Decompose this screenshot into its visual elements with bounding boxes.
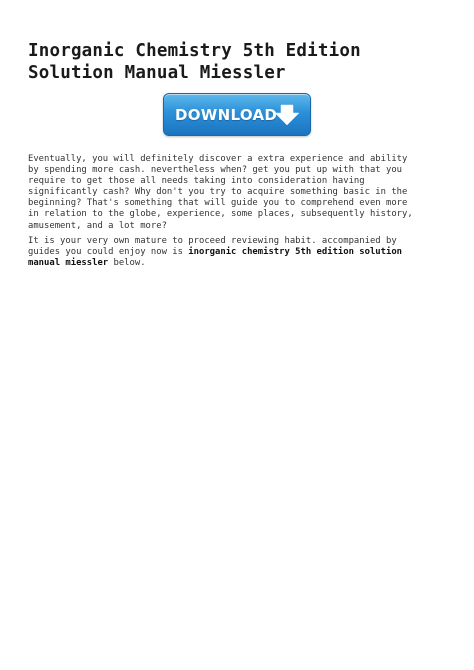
paragraph-line: Eventually, you will definitely discover a extra experience and ability (28, 154, 408, 164)
paragraph-text: below. (108, 258, 146, 269)
habit-paragraph (28, 236, 448, 269)
title-line-1: Inorganic Chemistry 5th Edition (28, 41, 361, 61)
paragraph-line: by spending more cash. nevertheless when? get you put up with that you (28, 165, 403, 176)
intro-paragraph (28, 154, 448, 232)
download-button-label: DOWNLOAD (175, 106, 278, 124)
paragraph-line: significantly cash? Why don't you try to acquire something basic in the (28, 187, 408, 198)
title-line-2: Solution Manual Miessler (28, 63, 286, 83)
paragraph-line (28, 247, 448, 258)
paragraph-line: It is your very own mature to proceed reviewing habit. accompanied by (28, 236, 397, 246)
download-button[interactable] (163, 93, 311, 136)
book-title-bold: inorganic chemistry 5th edition solution (188, 247, 403, 258)
paragraph-line (28, 258, 448, 269)
document-title (28, 40, 448, 84)
paragraph-line: require to get those all needs taking into consideration having (28, 176, 365, 187)
paragraph-line: beginning? That's something that will guide you to comprehend even more (28, 198, 408, 209)
paragraph-line: amusement, and a lot more? (28, 220, 167, 231)
down-arrow-icon (274, 104, 300, 126)
book-title-bold: manual miessler (28, 258, 109, 269)
paragraph-text: guides you could enjoy now is (28, 247, 189, 258)
paragraph-line: in relation to the globe, experience, some places, subsequently history, (28, 209, 413, 220)
